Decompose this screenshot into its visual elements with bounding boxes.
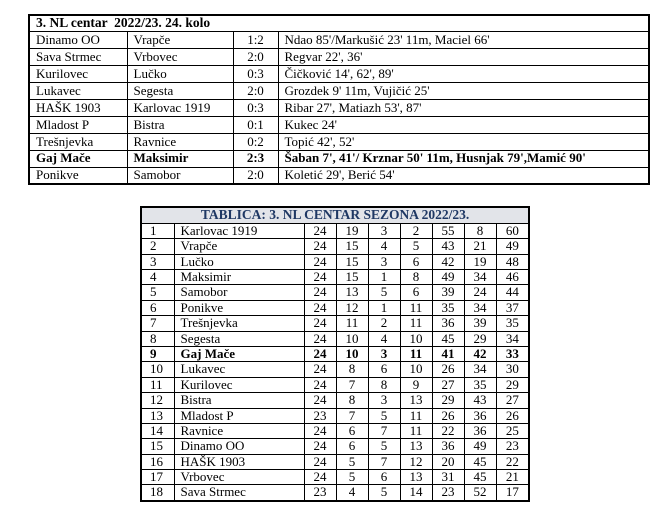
rank-cell: 8 bbox=[141, 331, 174, 346]
away-team-cell: Vrapče bbox=[127, 32, 233, 49]
draws-cell: 6 bbox=[368, 362, 400, 377]
team-cell: Ponikve bbox=[174, 300, 304, 315]
played-cell: 24 bbox=[304, 393, 336, 408]
team-cell: Bistra bbox=[174, 393, 304, 408]
standings-row bbox=[141, 346, 529, 361]
home-team-cell: Trešnjevka bbox=[29, 133, 127, 150]
away-team-cell: Ravnice bbox=[127, 133, 233, 150]
losses-cell: 13 bbox=[400, 439, 432, 454]
results-rows bbox=[29, 32, 649, 184]
goals-against-cell: 21 bbox=[464, 239, 496, 254]
goals-for-cell: 20 bbox=[432, 454, 464, 469]
points-cell: 26 bbox=[496, 408, 529, 423]
rank-cell: 5 bbox=[141, 285, 174, 300]
rank-cell: 4 bbox=[141, 270, 174, 285]
losses-cell: 11 bbox=[400, 346, 432, 361]
score-cell: 2:3 bbox=[233, 150, 278, 167]
losses-cell: 2 bbox=[400, 223, 432, 238]
points-cell: 33 bbox=[496, 346, 529, 361]
goals-for-cell: 43 bbox=[432, 239, 464, 254]
wins-cell: 13 bbox=[336, 285, 368, 300]
losses-cell: 13 bbox=[400, 393, 432, 408]
team-cell: Trešnjevka bbox=[174, 316, 304, 331]
home-team-cell: Dinamo OO bbox=[29, 32, 127, 49]
goals-against-cell: 45 bbox=[464, 454, 496, 469]
wins-cell: 12 bbox=[336, 300, 368, 315]
results-table-title: 3. NL centar 2022/23. 24. kolo bbox=[29, 15, 649, 32]
goals-against-cell: 8 bbox=[464, 223, 496, 238]
standings-row bbox=[141, 254, 529, 269]
scorers-cell: Čičković 14', 62', 89' bbox=[278, 66, 649, 83]
played-cell: 23 bbox=[304, 408, 336, 423]
away-team-cell: Karlovac 1919 bbox=[127, 99, 233, 116]
rank-cell: 16 bbox=[141, 454, 174, 469]
losses-cell: 10 bbox=[400, 331, 432, 346]
home-team-cell: Lukavec bbox=[29, 83, 127, 100]
team-cell: Kurilovec bbox=[174, 377, 304, 392]
goals-for-cell: 26 bbox=[432, 362, 464, 377]
losses-cell: 6 bbox=[400, 285, 432, 300]
goals-against-cell: 35 bbox=[464, 377, 496, 392]
wins-cell: 7 bbox=[336, 408, 368, 423]
match-results-table bbox=[28, 14, 650, 185]
standings-row bbox=[141, 331, 529, 346]
score-cell: 0:3 bbox=[233, 66, 278, 83]
points-cell: 37 bbox=[496, 300, 529, 315]
home-team-cell: Mladost P bbox=[29, 116, 127, 133]
match-row bbox=[29, 99, 649, 116]
rank-cell: 17 bbox=[141, 470, 174, 485]
away-team-cell: Samobor bbox=[127, 167, 233, 184]
played-cell: 23 bbox=[304, 485, 336, 501]
played-cell: 24 bbox=[304, 331, 336, 346]
wins-cell: 6 bbox=[336, 423, 368, 438]
draws-cell: 1 bbox=[368, 300, 400, 315]
team-cell: Sava Strmec bbox=[174, 485, 304, 501]
away-team-cell: Lučko bbox=[127, 66, 233, 83]
rank-cell: 3 bbox=[141, 254, 174, 269]
points-cell: 29 bbox=[496, 377, 529, 392]
losses-cell: 11 bbox=[400, 300, 432, 315]
losses-cell: 10 bbox=[400, 362, 432, 377]
score-cell: 1:2 bbox=[233, 32, 278, 49]
standings-row bbox=[141, 239, 529, 254]
played-cell: 24 bbox=[304, 362, 336, 377]
team-cell: Vrapče bbox=[174, 239, 304, 254]
standings-row bbox=[141, 362, 529, 377]
rank-cell: 13 bbox=[141, 408, 174, 423]
standings-row bbox=[141, 270, 529, 285]
goals-against-cell: 43 bbox=[464, 393, 496, 408]
goals-against-cell: 34 bbox=[464, 270, 496, 285]
goals-for-cell: 55 bbox=[432, 223, 464, 238]
away-team-cell: Maksimir bbox=[127, 150, 233, 167]
scorers-cell: Grozdek 9' 11m, Vujičić 25' bbox=[278, 83, 649, 100]
losses-cell: 11 bbox=[400, 408, 432, 423]
standings-row bbox=[141, 300, 529, 315]
standings-rows bbox=[141, 223, 529, 500]
rank-cell: 1 bbox=[141, 223, 174, 238]
league-standings-table bbox=[140, 206, 530, 502]
losses-cell: 14 bbox=[400, 485, 432, 501]
wins-cell: 8 bbox=[336, 393, 368, 408]
goals-against-cell: 36 bbox=[464, 423, 496, 438]
home-team-cell: Sava Strmec bbox=[29, 49, 127, 66]
losses-cell: 8 bbox=[400, 270, 432, 285]
draws-cell: 3 bbox=[368, 393, 400, 408]
rank-cell: 15 bbox=[141, 439, 174, 454]
home-team-cell: Gaj Mače bbox=[29, 150, 127, 167]
points-cell: 60 bbox=[496, 223, 529, 238]
draws-cell: 8 bbox=[368, 377, 400, 392]
played-cell: 24 bbox=[304, 300, 336, 315]
standings-row bbox=[141, 408, 529, 423]
draws-cell: 3 bbox=[368, 346, 400, 361]
played-cell: 24 bbox=[304, 316, 336, 331]
goals-for-cell: 41 bbox=[432, 346, 464, 361]
standings-row bbox=[141, 223, 529, 238]
standings-row bbox=[141, 454, 529, 469]
team-cell: HAŠK 1903 bbox=[174, 454, 304, 469]
score-cell: 2:0 bbox=[233, 83, 278, 100]
played-cell: 24 bbox=[304, 423, 336, 438]
team-cell: Segesta bbox=[174, 331, 304, 346]
draws-cell: 3 bbox=[368, 223, 400, 238]
points-cell: 22 bbox=[496, 454, 529, 469]
rank-cell: 6 bbox=[141, 300, 174, 315]
points-cell: 48 bbox=[496, 254, 529, 269]
draws-cell: 5 bbox=[368, 485, 400, 501]
draws-cell: 7 bbox=[368, 454, 400, 469]
points-cell: 35 bbox=[496, 316, 529, 331]
played-cell: 24 bbox=[304, 270, 336, 285]
points-cell: 34 bbox=[496, 331, 529, 346]
wins-cell: 15 bbox=[336, 270, 368, 285]
played-cell: 24 bbox=[304, 254, 336, 269]
points-cell: 23 bbox=[496, 439, 529, 454]
scorers-cell: Regvar 22', 36' bbox=[278, 49, 649, 66]
goals-against-cell: 52 bbox=[464, 485, 496, 501]
match-row bbox=[29, 116, 649, 133]
draws-cell: 5 bbox=[368, 408, 400, 423]
draws-cell: 3 bbox=[368, 254, 400, 269]
points-cell: 21 bbox=[496, 470, 529, 485]
standings-row bbox=[141, 377, 529, 392]
goals-for-cell: 29 bbox=[432, 393, 464, 408]
wins-cell: 5 bbox=[336, 454, 368, 469]
away-team-cell: Segesta bbox=[127, 83, 233, 100]
standings-row bbox=[141, 285, 529, 300]
standings-row bbox=[141, 485, 529, 501]
draws-cell: 6 bbox=[368, 470, 400, 485]
rank-cell: 2 bbox=[141, 239, 174, 254]
wins-cell: 4 bbox=[336, 485, 368, 501]
points-cell: 49 bbox=[496, 239, 529, 254]
wins-cell: 11 bbox=[336, 316, 368, 331]
draws-cell: 2 bbox=[368, 316, 400, 331]
rank-cell: 14 bbox=[141, 423, 174, 438]
home-team-cell: HAŠK 1903 bbox=[29, 99, 127, 116]
wins-cell: 7 bbox=[336, 377, 368, 392]
scorers-cell: Šaban 7', 41'/ Krznar 50' 11m, Husnjak 79',Mamić 90' bbox=[278, 150, 649, 167]
goals-against-cell: 45 bbox=[464, 470, 496, 485]
goals-for-cell: 35 bbox=[432, 300, 464, 315]
match-row bbox=[29, 66, 649, 83]
draws-cell: 5 bbox=[368, 439, 400, 454]
played-cell: 24 bbox=[304, 223, 336, 238]
match-row bbox=[29, 167, 649, 184]
played-cell: 24 bbox=[304, 439, 336, 454]
standings-table-title: TABLICA: 3. NL CENTAR SEZONA 2022/23. bbox=[141, 207, 529, 223]
losses-cell: 5 bbox=[400, 239, 432, 254]
draws-cell: 5 bbox=[368, 285, 400, 300]
away-team-cell: Vrbovec bbox=[127, 49, 233, 66]
away-team-cell: Bistra bbox=[127, 116, 233, 133]
scorers-cell: Ndao 85'/Markušić 23' 11m, Maciel 66' bbox=[278, 32, 649, 49]
losses-cell: 12 bbox=[400, 454, 432, 469]
goals-against-cell: 24 bbox=[464, 285, 496, 300]
goals-for-cell: 45 bbox=[432, 331, 464, 346]
played-cell: 24 bbox=[304, 470, 336, 485]
results-title-row bbox=[29, 15, 649, 32]
wins-cell: 8 bbox=[336, 362, 368, 377]
losses-cell: 9 bbox=[400, 377, 432, 392]
losses-cell: 6 bbox=[400, 254, 432, 269]
team-cell: Karlovac 1919 bbox=[174, 223, 304, 238]
goals-for-cell: 22 bbox=[432, 423, 464, 438]
rank-cell: 7 bbox=[141, 316, 174, 331]
draws-cell: 4 bbox=[368, 239, 400, 254]
scorers-cell: Topić 42', 52' bbox=[278, 133, 649, 150]
score-cell: 0:1 bbox=[233, 116, 278, 133]
score-cell: 0:3 bbox=[233, 99, 278, 116]
played-cell: 24 bbox=[304, 454, 336, 469]
goals-against-cell: 34 bbox=[464, 362, 496, 377]
goals-for-cell: 27 bbox=[432, 377, 464, 392]
scorers-cell: Kukec 24' bbox=[278, 116, 649, 133]
goals-against-cell: 34 bbox=[464, 300, 496, 315]
standings-title-row bbox=[141, 207, 529, 223]
losses-cell: 11 bbox=[400, 316, 432, 331]
goals-for-cell: 31 bbox=[432, 470, 464, 485]
rank-cell: 12 bbox=[141, 393, 174, 408]
played-cell: 24 bbox=[304, 346, 336, 361]
match-row bbox=[29, 83, 649, 100]
wins-cell: 10 bbox=[336, 331, 368, 346]
goals-for-cell: 42 bbox=[432, 254, 464, 269]
draws-cell: 4 bbox=[368, 331, 400, 346]
rank-cell: 9 bbox=[141, 346, 174, 361]
points-cell: 44 bbox=[496, 285, 529, 300]
points-cell: 30 bbox=[496, 362, 529, 377]
scorers-cell: Ribar 27', Matiazh 53', 87' bbox=[278, 99, 649, 116]
points-cell: 46 bbox=[496, 270, 529, 285]
score-cell: 0:2 bbox=[233, 133, 278, 150]
goals-for-cell: 49 bbox=[432, 270, 464, 285]
team-cell: Lučko bbox=[174, 254, 304, 269]
goals-for-cell: 36 bbox=[432, 439, 464, 454]
wins-cell: 15 bbox=[336, 254, 368, 269]
draws-cell: 7 bbox=[368, 423, 400, 438]
wins-cell: 10 bbox=[336, 346, 368, 361]
match-row bbox=[29, 133, 649, 150]
goals-for-cell: 36 bbox=[432, 316, 464, 331]
team-cell: Ravnice bbox=[174, 423, 304, 438]
rank-cell: 18 bbox=[141, 485, 174, 501]
goals-for-cell: 26 bbox=[432, 408, 464, 423]
team-cell: Vrbovec bbox=[174, 470, 304, 485]
wins-cell: 6 bbox=[336, 439, 368, 454]
goals-against-cell: 49 bbox=[464, 439, 496, 454]
goals-against-cell: 29 bbox=[464, 331, 496, 346]
score-cell: 2:0 bbox=[233, 49, 278, 66]
points-cell: 27 bbox=[496, 393, 529, 408]
goals-against-cell: 42 bbox=[464, 346, 496, 361]
losses-cell: 13 bbox=[400, 470, 432, 485]
standings-row bbox=[141, 470, 529, 485]
team-cell: Maksimir bbox=[174, 270, 304, 285]
home-team-cell: Kurilovec bbox=[29, 66, 127, 83]
team-cell: Samobor bbox=[174, 285, 304, 300]
team-cell: Dinamo OO bbox=[174, 439, 304, 454]
match-row bbox=[29, 32, 649, 49]
wins-cell: 19 bbox=[336, 223, 368, 238]
rank-cell: 11 bbox=[141, 377, 174, 392]
goals-against-cell: 39 bbox=[464, 316, 496, 331]
standings-row bbox=[141, 423, 529, 438]
rank-cell: 10 bbox=[141, 362, 174, 377]
home-team-cell: Ponikve bbox=[29, 167, 127, 184]
standings-row bbox=[141, 439, 529, 454]
played-cell: 24 bbox=[304, 285, 336, 300]
played-cell: 24 bbox=[304, 377, 336, 392]
draws-cell: 1 bbox=[368, 270, 400, 285]
team-cell: Mladost P bbox=[174, 408, 304, 423]
played-cell: 24 bbox=[304, 239, 336, 254]
match-row bbox=[29, 49, 649, 66]
match-row bbox=[29, 150, 649, 167]
scorers-cell: Koletić 29', Berić 54' bbox=[278, 167, 649, 184]
points-cell: 25 bbox=[496, 423, 529, 438]
wins-cell: 15 bbox=[336, 239, 368, 254]
standings-row bbox=[141, 316, 529, 331]
goals-against-cell: 19 bbox=[464, 254, 496, 269]
score-cell: 2:0 bbox=[233, 167, 278, 184]
team-cell: Lukavec bbox=[174, 362, 304, 377]
goals-against-cell: 36 bbox=[464, 408, 496, 423]
goals-for-cell: 39 bbox=[432, 285, 464, 300]
points-cell: 17 bbox=[496, 485, 529, 501]
standings-row bbox=[141, 393, 529, 408]
team-cell: Gaj Mače bbox=[174, 346, 304, 361]
wins-cell: 5 bbox=[336, 470, 368, 485]
losses-cell: 11 bbox=[400, 423, 432, 438]
goals-for-cell: 23 bbox=[432, 485, 464, 501]
